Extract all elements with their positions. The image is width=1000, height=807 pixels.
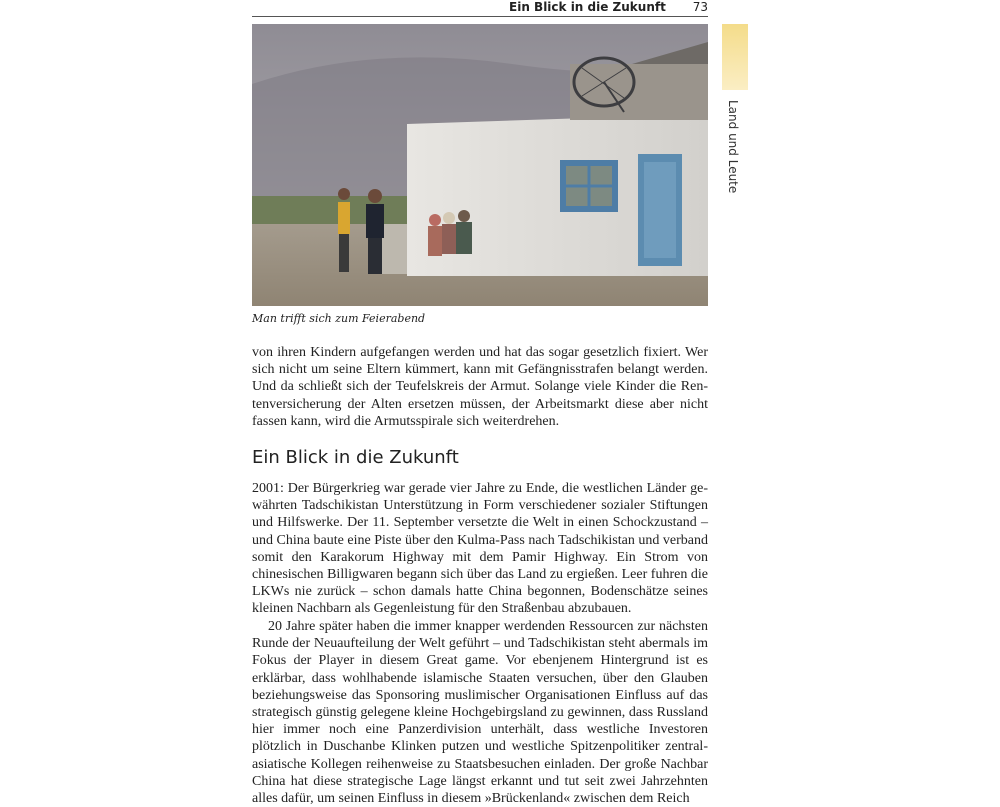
- paragraph-1: 2001: Der Bürgerkrieg war gerade vier Jahre zu Ende, die westlichen Länder gewährten Tadschikistan Unterstützung in Form verschiedener sozialer Stiftungen und Hilfswerke. Der 11. September versetzte die Welt in einen Schockzustand – und China baute eine Piste über den Kulma-Pass nach Tadschikistan und verband somit den Karakorum Highway mit dem Pamir Highway. Ein Strom von chinesischen Billigwaren begann sich über das Land zu ergießen. Leer fuhren die LKWs nie zurück – schon damals hatte China begonnen, Bodenschätze seines kleinen Nachbarn als Gegenleistung für den Straßenbau abzubauen.: [252, 481, 708, 617]
- roof-shed: [570, 64, 708, 120]
- chapter-tab-label: Land und Leute: [726, 100, 740, 194]
- running-title: Ein Blick in die Zukunft: [509, 0, 666, 14]
- section-heading: Ein Blick in die Zukunft: [252, 447, 459, 468]
- photo-caption: Man trifft sich zum Feierabend: [252, 312, 426, 325]
- chapter-tab: [722, 24, 748, 90]
- paragraph-continued: von ihren Kindern aufgefangen werden und hat das sogar gesetzlich fixiert. Wer sich nicht um seine Eltern kümmert, kann mit Gefängnisstrafen belangt werden. Und da schließt sich der Teufelskreis der Armut. Solange viele Kinder die Rentenversicherung der Alten ersetzen müssen, der Arbeitsmarkt diese aber nicht fassen kann, wird die Armutsspirale sich weiterdrehen.: [252, 345, 708, 429]
- running-header: [252, 0, 708, 17]
- page-number: 73: [692, 0, 708, 14]
- photo-illustration: [252, 24, 708, 306]
- photo-figure: [252, 24, 708, 306]
- paragraph-2: 20 Jahre später haben die immer knapper werdenden Ressourcen zur nächsten Runde der Neuaufteilung der Welt geführt – und Tadschikistan steht abermals im Fokus der Player in diesem Great game. Vor ebenjenem Hintergrund ist es erklärbar, dass wohlhabende islamische Staaten versuchen, über den Glauben beziehungsweise das Sponsoring muslimischer Organisationen Einfluss auf das strategisch günstig gelegene kleine Hochgebirgsland zu gewinnen, dass Russland hier immer noch eine Panzerdivision unterhält, dass westliche Investoren plötzlich in Duschanbe Klinken putzen und westliche Spitzenpolitiker zentralasiatische Kollegen reihenweise zu Staatsbesuchen einladen. Der große Nachbar China hat diese strategische Lage längst erkannt und tut seit zwei Jahrzehnten alles dafür, um seinen Einfluss in diesem »Brückenland« zwischen dem Reich: [252, 619, 708, 807]
